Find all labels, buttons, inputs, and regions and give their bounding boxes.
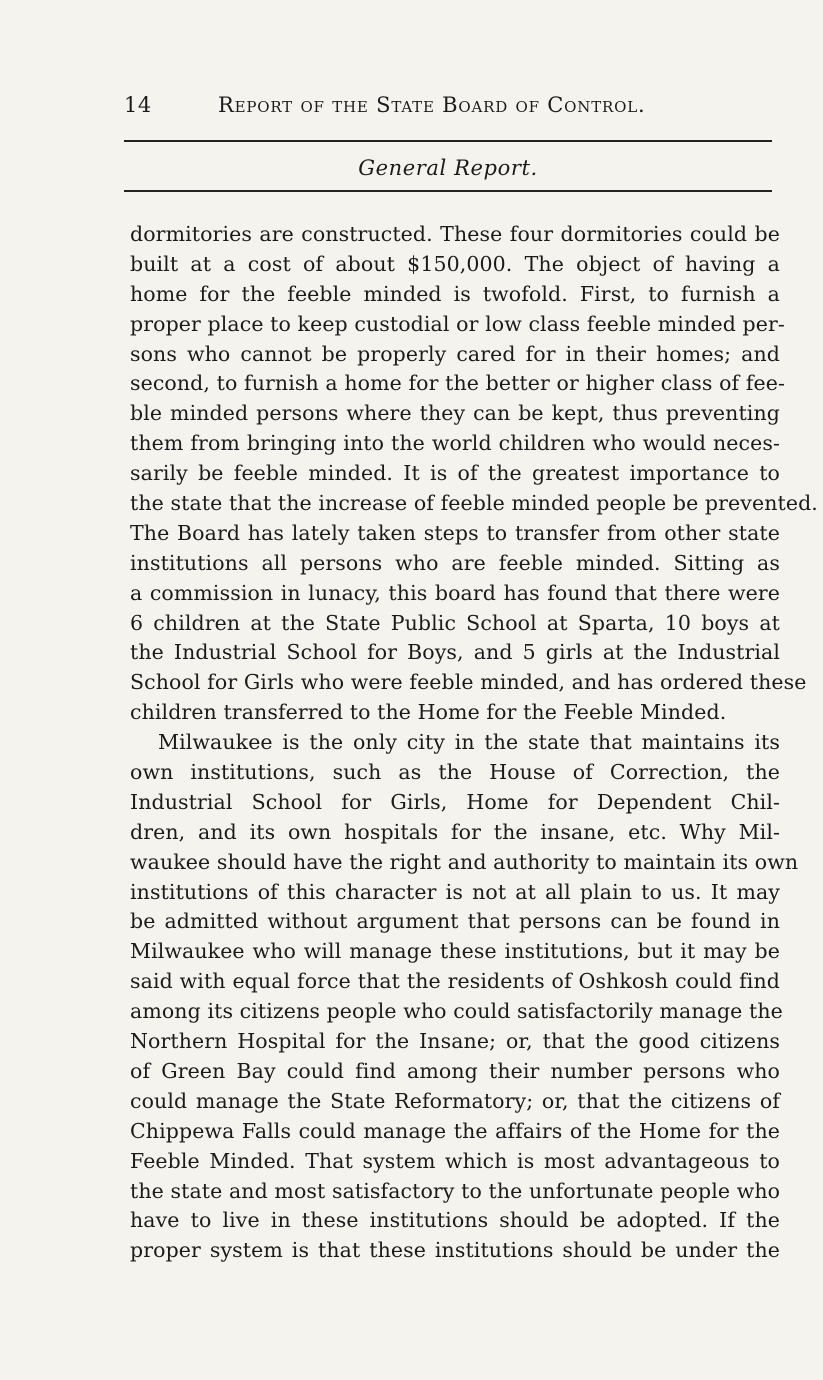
text-line: have to live in these institutions should be adopted. If the (130, 1208, 780, 1233)
text-line: Chippewa Falls could manage the affairs of the Home for the (130, 1118, 780, 1143)
text-line: a commission in lunacy, this board has found that there were (130, 580, 780, 605)
paragraph (130, 728, 799, 1266)
text-line: built at a cost of about $150,000. The object of having a (130, 251, 780, 276)
text-line: The Board has lately taken steps to transfer from other state (130, 520, 780, 545)
text-line: institutions all persons who are feeble minded. Sitting as (130, 550, 780, 575)
text-line: could manage the State Reformatory; or, that the citizens of (130, 1088, 780, 1113)
text-line: Industrial School for Girls, Home for Dependent Chil- (130, 789, 780, 814)
text-line: them from bringing into the world children who would neces- (130, 431, 780, 456)
page-number: 14 (124, 93, 152, 117)
text-line: home for the feeble minded is twofold. First, to furnish a (130, 281, 780, 306)
text-line: ble minded persons where they can be kept, thus preventing (130, 401, 780, 426)
text-line: the Industrial School for Boys, and 5 girls at the Industrial (130, 640, 780, 665)
text-line: institutions of this character is not at all plain to us. It may (130, 879, 780, 904)
text-line: sarily be feeble minded. It is of the greatest importance to (130, 461, 780, 486)
text-line: sons who cannot be properly cared for in their homes; and (130, 341, 780, 366)
text-line: proper place to keep custodial or low class feeble minded per- (130, 311, 785, 336)
text-line: School for Girls who were feeble minded, and has ordered these (130, 670, 807, 695)
text-line: second, to furnish a home for the better or higher class of fee- (130, 371, 786, 396)
text-line: Northern Hospital for the Insane; or, that the good citizens (130, 1029, 780, 1054)
text-line: among its citizens people who could satisfactorily manage the (130, 999, 783, 1024)
text-line: proper system is that these institutions should be under the (130, 1238, 780, 1263)
section-heading: General Report. (358, 156, 538, 180)
text-line: said with equal force that the residents of Oshkosh could find (130, 969, 780, 994)
text-line: dren, and its own hospitals for the insane, etc. Why Mil- (130, 819, 780, 844)
text-line: own institutions, such as the House of Correction, the (130, 760, 780, 785)
text-line: the state and most satisfactory to the unfortunate people who (130, 1178, 781, 1203)
text-line: Milwaukee who will manage these institutions, but it may be (130, 939, 780, 964)
header-rule-top (124, 140, 772, 142)
text-line: dormitories are constructed. These four dormitories could be (130, 222, 780, 246)
running-title: Report of the State Board of Control. (218, 93, 646, 117)
body-text (130, 220, 818, 1266)
text-line: children transferred to the Home for the Feeble Minded. (130, 700, 727, 725)
page-header (124, 93, 774, 127)
text-line: Feeble Minded. That system which is most advantageous to (130, 1148, 780, 1173)
text-line: 6 children at the State Public School at Sparta, 10 boys at (130, 610, 780, 635)
text-line: of Green Bay could find among their number persons who (130, 1058, 780, 1083)
text-line: the state that the increase of feeble minded people be prevented. (130, 491, 818, 516)
text-line: be admitted without argument that persons can be found in (130, 909, 780, 934)
text-line: waukee should have the right and authority to maintain its own (130, 849, 799, 874)
text-line: Milwaukee is the only city in the state that maintains its (158, 730, 780, 755)
paragraph (130, 220, 818, 728)
header-rule-bottom (124, 190, 772, 192)
